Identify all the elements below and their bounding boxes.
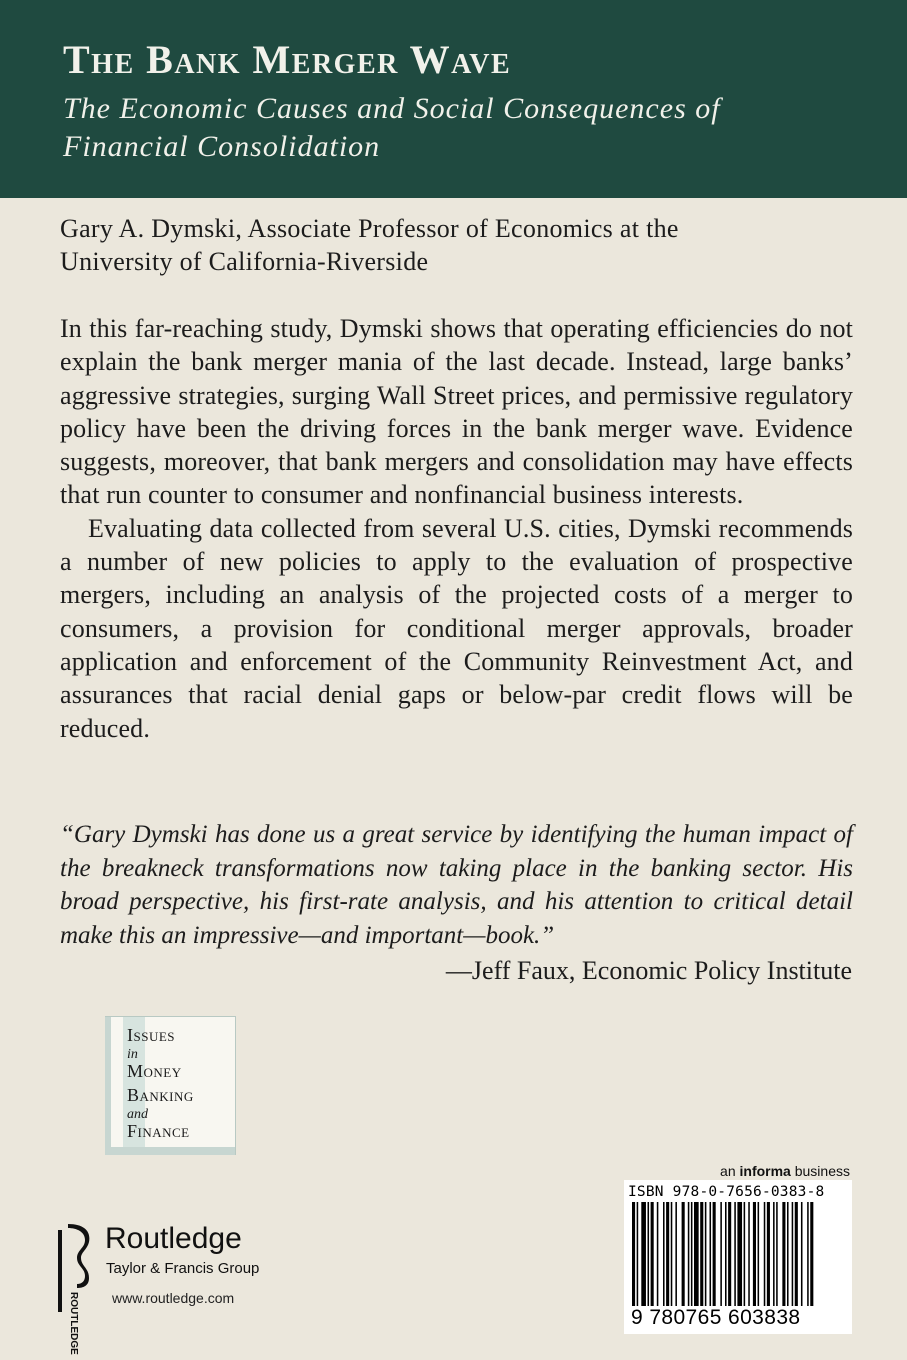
- barcode-bar: [657, 1202, 659, 1306]
- barcode-bar: [810, 1202, 813, 1306]
- series-logo-word: Banking: [127, 1085, 194, 1105]
- book-title: The Bank Merger Wave: [63, 37, 512, 82]
- barcode-bar: [728, 1202, 731, 1306]
- barcode-bar: [705, 1202, 707, 1306]
- series-logo-word: Issues: [127, 1025, 176, 1045]
- barcode-bar: [776, 1202, 778, 1306]
- barcode-bar: [666, 1202, 669, 1306]
- barcode-bar: [773, 1202, 775, 1306]
- barcode-bar: [637, 1202, 639, 1306]
- barcode-bar: [710, 1202, 712, 1306]
- publisher-group: Taylor & Francis Group: [106, 1260, 260, 1277]
- informa-bold: informa: [739, 1163, 791, 1179]
- series-logo-word: Finance: [127, 1121, 190, 1141]
- barcode-bar: [764, 1202, 766, 1306]
- informa-tagline: [720, 1163, 850, 1179]
- description-paragraph-2: Evaluating data collected from several U.S. cities, Dymski recommends a number of new policies to apply to the evaluation of prospective mergers, including an analysis of the projected costs of a merger to consumers, a provision for conditional merger approvals, broader application and enforcement of the Community Reinvestment Act, and assurances that racial denial gaps or below-par credit flows will be reduced.: [60, 513, 853, 743]
- series-logo-stripe: [105, 1147, 235, 1155]
- barcode-bar: [792, 1202, 794, 1306]
- barcode-bar: [682, 1202, 685, 1306]
- series-logo-word: in: [127, 1047, 138, 1062]
- isbn-barcode: [624, 1180, 852, 1334]
- subtitle-line-1: The Economic Causes and Social Consequences of: [63, 92, 721, 125]
- publisher-website: www.routledge.com: [112, 1290, 235, 1306]
- barcode-bar: [737, 1202, 742, 1306]
- author-line-2: University of California-Riverside: [60, 247, 429, 276]
- description-paragraph-1: In this far-reaching study, Dymski shows that operating efficiencies do not explain the bank merger mania of the last decade. Instead, large banks’ aggressive strategies, surging Wall Street prices, and permissive regulatory policy have been the driving forces in the bank merger wave. Evidence suggests, moreover, that bank mergers and consolidation may have effects that run counter to consumer and nonfinancial business interests.: [60, 314, 853, 510]
- barcode-bar: [787, 1202, 789, 1306]
- author-line-1: Gary A. Dymski, Associate Professor of Economics at the: [60, 214, 679, 243]
- barcode-bar: [688, 1202, 690, 1306]
- barcode-digits: 9 780765 603838: [631, 1306, 801, 1329]
- publisher-name: Routledge: [105, 1222, 242, 1255]
- barcode-bar: [720, 1202, 722, 1306]
- barcode-bar: [651, 1202, 654, 1306]
- book-description: [60, 312, 853, 745]
- barcode-bar: [713, 1202, 716, 1306]
- barcode-bar: [694, 1202, 699, 1306]
- endorsement-quote: [60, 818, 853, 952]
- barcode-bar: [632, 1202, 635, 1306]
- cover-header-band: [0, 0, 907, 198]
- routledge-mark-text: ROUTLEDGE: [68, 1292, 79, 1355]
- barcode-bar: [648, 1202, 650, 1306]
- barcode-bar: [663, 1202, 665, 1306]
- barcode-bar: [782, 1202, 785, 1306]
- barcode-bar: [758, 1202, 760, 1306]
- endorsement-quote-text: “Gary Dymski has done us a great service by identifying the human impact of the breakneck transformations now taking place in the banking sector. His broad perspective, his first-rate analysis, and his attention to critical detail make this an impressive—and important—book.”: [60, 821, 853, 949]
- barcode-bar: [753, 1202, 756, 1306]
- endorsement-attribution: —Jeff Faux, Economic Policy Institute: [445, 956, 852, 985]
- barcode-bar: [807, 1202, 809, 1306]
- series-logo: [105, 1016, 236, 1155]
- barcode-bar: [767, 1202, 770, 1306]
- routledge-mark-icon: [55, 1222, 97, 1355]
- barcode-bar: [795, 1202, 798, 1306]
- barcode-bar: [671, 1202, 673, 1306]
- barcode-bar: [748, 1202, 750, 1306]
- barcode-bar: [801, 1202, 803, 1306]
- barcode-bar: [675, 1202, 677, 1306]
- author-credit: [60, 212, 860, 278]
- barcode-bars: [624, 1202, 852, 1310]
- barcode-bar: [700, 1202, 703, 1306]
- series-logo-word: Money: [127, 1061, 182, 1081]
- series-logo-stripe: [105, 1017, 111, 1155]
- barcode-bar: [641, 1202, 646, 1306]
- isbn-label: ISBN 978-0-7656-0383-8: [628, 1184, 825, 1200]
- informa-suffix: business: [790, 1163, 850, 1179]
- subtitle-line-2: Financial Consolidation: [63, 130, 381, 163]
- book-subtitle: [63, 90, 863, 166]
- barcode-bar: [744, 1202, 746, 1306]
- barcode-bar: [725, 1202, 727, 1306]
- series-logo-word: and: [127, 1107, 148, 1122]
- informa-prefix: an: [720, 1163, 740, 1179]
- barcode-bar: [734, 1202, 736, 1306]
- barcode-bar: [691, 1202, 693, 1306]
